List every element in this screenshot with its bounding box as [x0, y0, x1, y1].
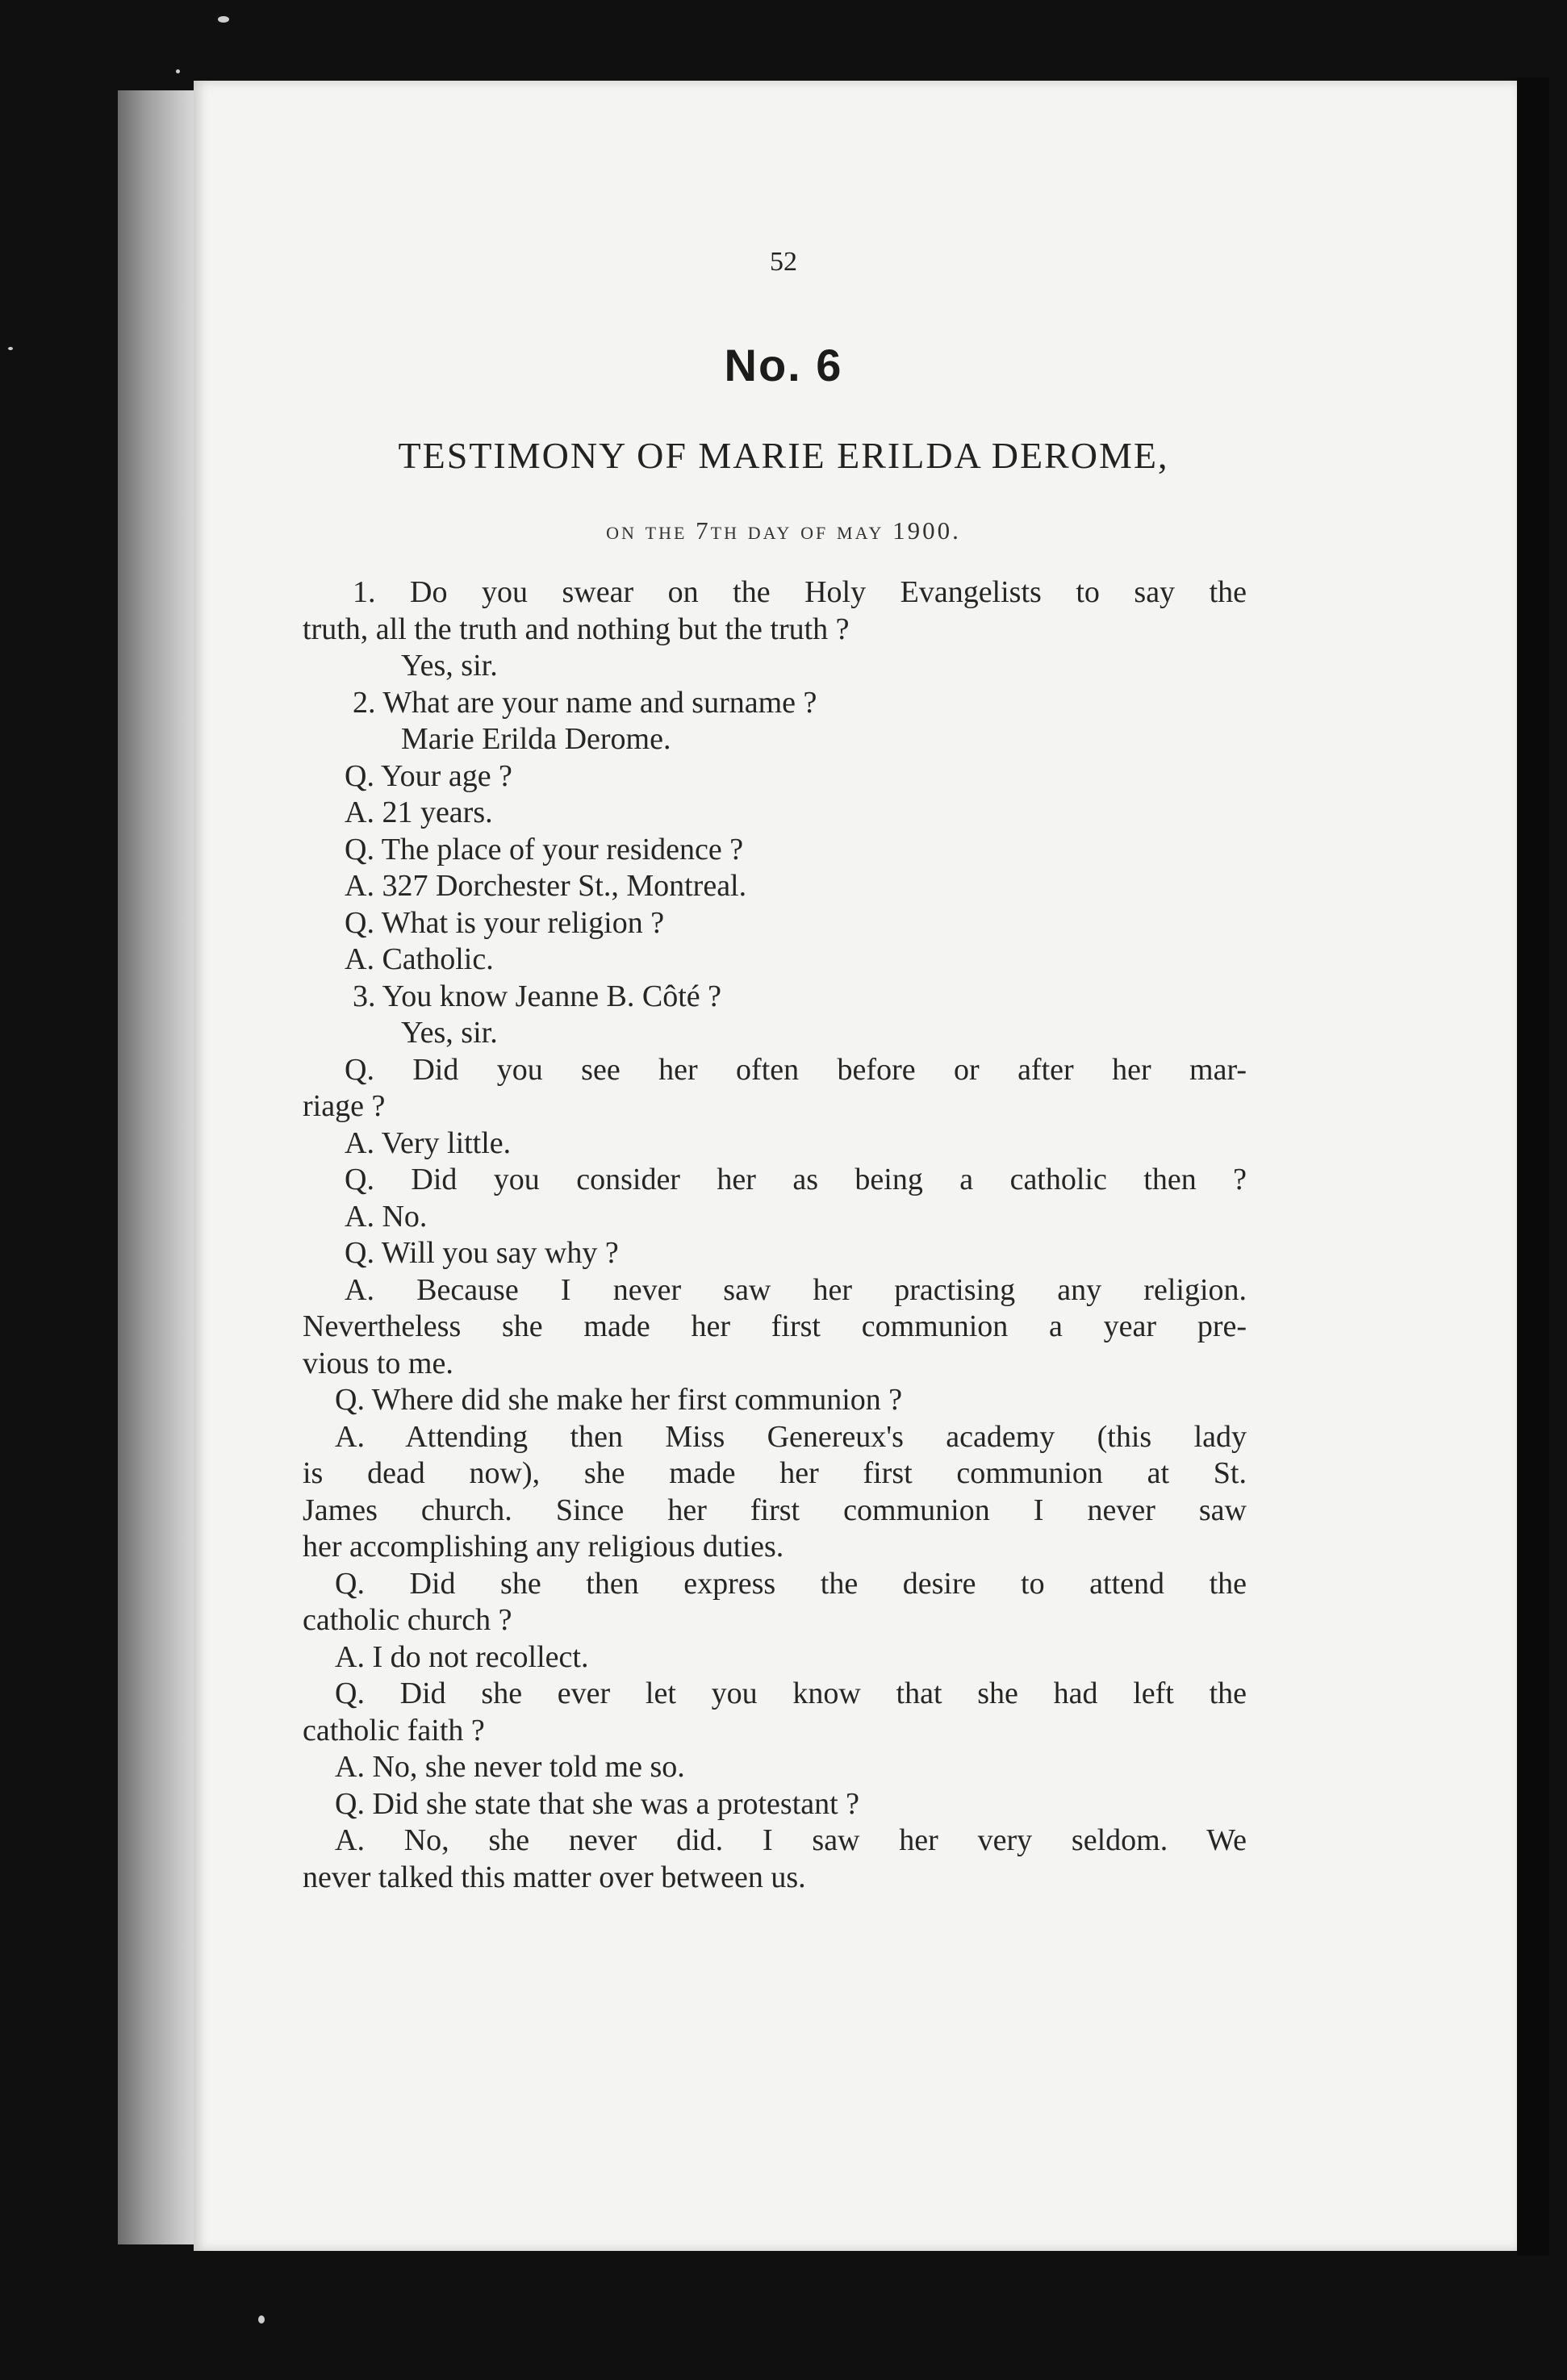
text-line: Q. Your age ?: [345, 758, 512, 793]
text-line: 1. Do you swear on the Holy Evangelists to say the: [353, 575, 1247, 609]
text-line: Q. Where did she make her first communion ?: [335, 1383, 903, 1417]
text-line: truth, all the truth and nothing but the truth ?: [303, 612, 850, 646]
text-line: vious to me.: [303, 1346, 453, 1380]
text-line: Yes, sir.: [401, 1016, 498, 1050]
text-line: her accomplishing any religious duties.: [303, 1530, 784, 1564]
text-line: A. Very little.: [345, 1125, 512, 1160]
text-line: Q. Did she state that she was a protestant ?: [335, 1786, 860, 1821]
film-speck: [218, 16, 229, 23]
text-line: Nevertheless she made her first communion a year pre-: [303, 1309, 1247, 1343]
text-line: catholic faith ?: [303, 1713, 485, 1747]
film-border: [1517, 77, 1549, 2256]
text-line: Q. Did she ever let you know that she had left the: [335, 1676, 1247, 1710]
text-line: 3. You know Jeanne B. Côté ?: [353, 979, 722, 1013]
text-line: Q. Did you see her often before or after her mar-: [345, 1052, 1247, 1087]
text-line: Q. What is your religion ?: [345, 905, 665, 940]
document-number: No. 6: [724, 340, 843, 390]
text-line: A. No, she never did. I saw her very seldom. We: [335, 1823, 1247, 1857]
text-line: A. I do not recollect.: [335, 1639, 589, 1674]
text-line: James church. Since her first communion I never saw: [303, 1493, 1247, 1527]
text-line: riage ?: [303, 1089, 386, 1123]
testimony-title: TESTIMONY OF MARIE ERILDA DEROME,: [398, 435, 1169, 476]
testimony-date: on the 7th day of may 1900.: [606, 516, 961, 545]
text-line: A. No, she never told me so.: [335, 1750, 685, 1784]
page-number: 52: [770, 247, 797, 277]
text-line: catholic church ?: [303, 1603, 512, 1637]
text-line: Yes, sir.: [401, 649, 498, 683]
text-line: Q. Did she then express the desire to attend the: [335, 1566, 1247, 1601]
text-line: Q. Will you say why ?: [345, 1236, 619, 1270]
text-line: A. Because I never saw her practising any religion.: [345, 1272, 1247, 1307]
text-line: A. 327 Dorchester St., Montreal.: [345, 869, 747, 903]
text-line: Q. Did you consider her as being a catholic then ?: [345, 1163, 1247, 1196]
text-line: Marie Erilda Derome.: [401, 722, 671, 756]
testimony-body: [303, 574, 1247, 1896]
text-line: A. No.: [345, 1199, 428, 1234]
text-line: A. Catholic.: [345, 942, 494, 976]
text-line: A. Attending then Miss Genereux's academy (this lady: [335, 1419, 1247, 1454]
text-line: Q. The place of your residence ?: [345, 832, 744, 866]
film-speck: [176, 69, 180, 73]
text-line: is dead now), she made her first communion at St.: [303, 1456, 1247, 1490]
text-line: 2. What are your name and surname ?: [353, 685, 817, 720]
text-line: A. 21 years.: [345, 795, 493, 829]
film-speck: [258, 2315, 265, 2324]
text-line: never talked this matter over between us.: [303, 1860, 806, 1894]
